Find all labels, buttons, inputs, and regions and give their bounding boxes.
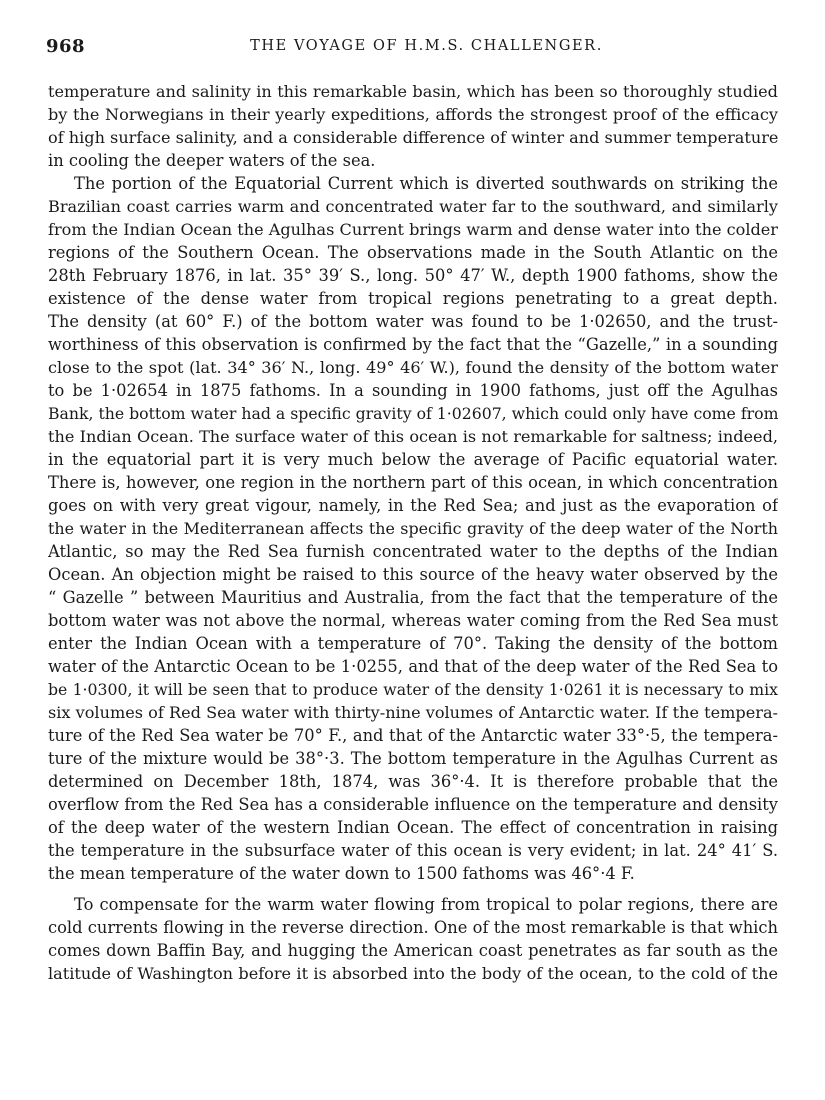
text-line: ture of the Red Sea water be 70° F., and that of the Antarctic water 33°·5, the tempera-: [48, 726, 778, 745]
paragraph-1: [48, 80, 778, 172]
text-line: Ocean. An objection might be raised to this source of the heavy water observed by the: [48, 565, 778, 584]
text-line: by the Norwegians in their yearly expeditions, affords the strongest proof of the efficacy: [48, 105, 778, 124]
text-line: To compensate for the warm water flowing from tropical to polar regions, there are: [74, 895, 778, 914]
text-line: There is, however, one region in the northern part of this ocean, in which concentration: [48, 473, 778, 492]
body-text: [48, 80, 778, 985]
text-line: determined on December 18th, 1874, was 36°·4. It is therefore probable that the: [48, 772, 778, 791]
text-line: goes on with very great vigour, namely, in the Red Sea; and just as the evaporation of: [48, 496, 778, 515]
text-line: Atlantic, so may the Red Sea furnish concentrated water to the depths of the Indian: [48, 542, 778, 561]
text-line: worthiness of this observation is confirmed by the fact that the “Gazelle,” in a sounding: [48, 335, 778, 354]
text-line: of high surface salinity, and a considerable difference of winter and summer temperature: [48, 128, 778, 147]
text-line: 28th February 1876, in lat. 35° 39′ S., long. 50° 47′ W., depth 1900 fathoms, show the: [48, 266, 778, 285]
paragraph-spacer: [48, 885, 778, 893]
text-line: overflow from the Red Sea has a considerable influence on the temperature and density: [48, 795, 778, 814]
text-line: The density (at 60° F.) of the bottom water was found to be 1·02650, and the trust-: [48, 312, 778, 331]
text-line: comes down Baffin Bay, and hugging the American coast penetrates as far south as the: [48, 941, 778, 960]
running-head: [0, 26, 825, 56]
text-line: Brazilian coast carries warm and concentrated water far to the southward, and similarly: [48, 197, 778, 216]
text-line: enter the Indian Ocean with a temperature of 70°. Taking the density of the bottom: [48, 634, 778, 653]
text-line: six volumes of Red Sea water with thirty-nine volumes of Antarctic water. If the tempera-: [48, 703, 778, 722]
text-line: the water in the Mediterranean affects the specific gravity of the deep water of the North: [48, 519, 778, 538]
text-line: in cooling the deeper waters of the sea.: [48, 151, 376, 170]
text-line: ture of the mixture would be 38°·3. The bottom temperature in the Agulhas Current as: [48, 749, 778, 768]
text-line: “ Gazelle ” between Mauritius and Australia, from the fact that the temperature of the: [48, 588, 778, 607]
text-line: regions of the Southern Ocean. The observations made in the South Atlantic on the: [48, 243, 778, 262]
text-line: to be 1·02654 in 1875 fathoms. In a sounding in 1900 fathoms, just off the Agulhas: [48, 381, 778, 400]
text-line: cold currents flowing in the reverse direction. One of the most remarkable is that which: [48, 918, 778, 937]
paragraph-3: [48, 893, 778, 985]
text-line: of the deep water of the western Indian Ocean. The effect of concentration in raising: [48, 818, 778, 837]
text-line: be 1·0300, it will be seen that to produce water of the density 1·0261 it is necessary to mix: [48, 680, 778, 699]
text-line: latitude of Washington before it is absorbed into the body of the ocean, to the cold of the: [48, 964, 778, 983]
text-line: close to the spot (lat. 34° 36′ N., long. 49° 46′ W.), found the density of the bottom water: [48, 358, 778, 377]
text-line: the temperature in the subsurface water of this ocean is very evident; in lat. 24° 41′ S.: [48, 841, 778, 860]
text-line: from the Indian Ocean the Agulhas Current brings warm and dense water into the colder: [48, 220, 778, 239]
text-line: the mean temperature of the water down to 1500 fathoms was 46°·4 F.: [48, 864, 635, 883]
text-line: existence of the dense water from tropical regions penetrating to a great depth.: [48, 289, 778, 308]
text-line: in the equatorial part it is very much below the average of Pacific equatorial water.: [48, 450, 778, 469]
paragraph-2: [48, 172, 778, 885]
text-line: bottom water was not above the normal, whereas water coming from the Red Sea must: [48, 611, 778, 630]
page-number: 968: [46, 36, 86, 57]
text-line: Bank, the bottom water had a specific gravity of 1·02607, which could only have come from: [48, 404, 778, 423]
running-title: THE VOYAGE OF H.M.S. CHALLENGER.: [250, 38, 603, 54]
text-line: temperature and salinity in this remarkable basin, which has been so thoroughly studied: [48, 82, 778, 101]
text-line: The portion of the Equatorial Current which is diverted southwards on striking the: [74, 174, 778, 193]
text-line: the Indian Ocean. The surface water of this ocean is not remarkable for saltness; indeed,: [48, 427, 778, 446]
text-line: water of the Antarctic Ocean to be 1·0255, and that of the deep water of the Red Sea to: [48, 657, 778, 676]
